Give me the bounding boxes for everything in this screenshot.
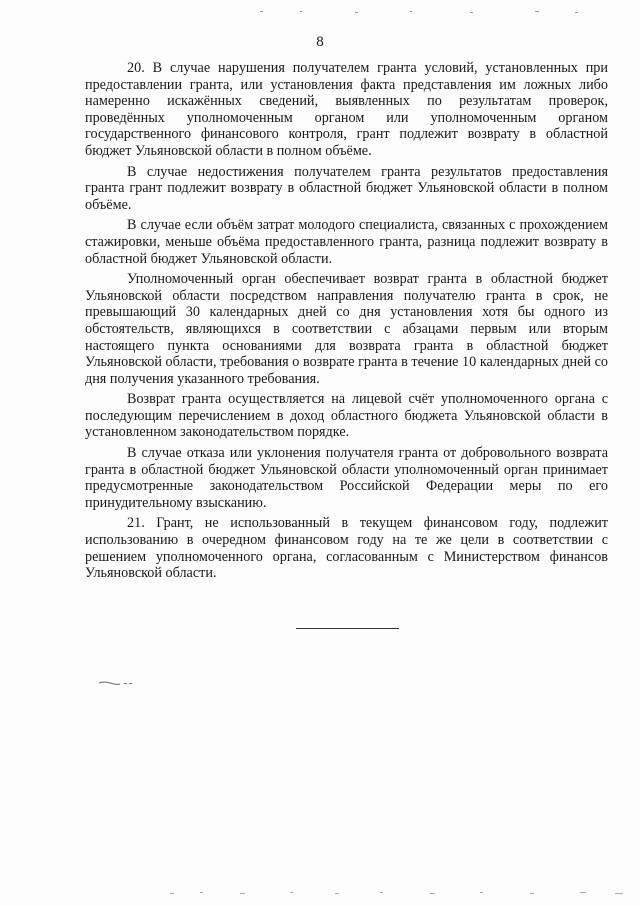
paragraph-refusal: В случае отказа или уклонения получателя гранта от добровольного возврата гранта в областной бюджет Ульяновской области уполномоченный орган принимает предусмотренные законодательством Российской Федерации меры по его принудительному взысканию.	[85, 445, 608, 511]
paragraph-21: 21. Грант, не использованный в текущем финансовом году, подлежит использованию в очередном финансовом году на те же цели в соответствии с решением уполномоченного органа, согласованным с Министерством финансов Ульяновской области.	[85, 515, 608, 582]
scan-artifact-bottom	[170, 890, 630, 896]
end-of-text-divider	[296, 628, 399, 629]
paragraph-20: 20. В случае нарушения получателем гранта условий, установленных при предоставлении гранта, или установления факта представления им ложных либо намеренно искажённых сведений, выявленных по результатам проверок, проведённых уполномоченным органом или уполномоченным органом государственного финансового контроля, грант подлежит возврату в областной бюджет Ульяновской области в полном объёме.	[85, 60, 608, 159]
scan-artifact-top	[260, 10, 590, 14]
page-number: 8	[316, 34, 324, 50]
paragraph-return-requirement: Уполномоченный орган обеспечивает возврат гранта в областной бюджет Ульяновской области посредством направления получателю гранта в срок, не превышающий 30 календарных дней со дня установления хотя бы одного из обстоятельств, являющихся в соответствии с абзацами первым или вторым настоящего пункта основаниями для возврата гранта в областной бюджет Ульяновской области, требования о возврате гранта в течение 10 календарных дней со дня получения указанного требования.	[85, 271, 608, 387]
paragraph-cost-difference: В случае если объём затрат молодого специалиста, связанных с прохождением стажировки, меньше объёма предоставленного гранта, разница подлежит возврату в областной бюджет Ульяновской области.	[85, 217, 608, 267]
document-body	[85, 60, 608, 586]
paragraph-non-achievement: В случае недостижения получателем гранта результатов предоставления гранта грант подлежит возврату в областной бюджет Ульяновской области в полном объёме.	[85, 163, 608, 213]
scan-artifact-mark	[98, 680, 134, 686]
paragraph-return-account: Возврат гранта осуществляется на лицевой счёт уполномоченного органа с последующим перечислением в доход областного бюджета Ульяновской области в установленном законодательством порядке.	[85, 391, 608, 441]
